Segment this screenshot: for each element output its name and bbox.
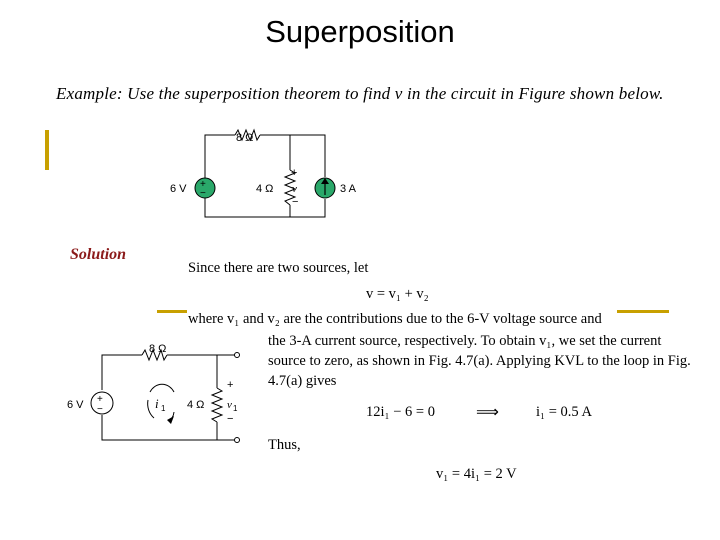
equation-i1: i₁ = 0.5 A [536,404,592,420]
c2-plus: + [227,379,234,391]
c1-plus: + [291,167,298,179]
text-line4: source to zero, as shown in Fig. 4.7(a). Applying KVL to the loop in Fig. [268,353,691,369]
c2-loop-current: i [155,396,159,411]
text-line1: Since there are two sources, let [188,260,369,276]
c2-r-mid-label: 4 Ω [187,399,205,411]
c1-v-label: v [292,183,297,195]
example-statement: Example: Use the superposition theorem to find v in the circuit in Figure shown below. [56,84,664,103]
c2-loop-sub: 1 [161,404,166,413]
page-title: Superposition [265,14,455,49]
circuit-diagram-main [160,125,380,225]
c2-v1: v [227,399,232,411]
c2-minus: − [227,413,234,425]
c1-r-mid-label: 4 Ω [256,183,274,195]
svg-text:+: + [200,179,206,190]
svg-text:−: − [97,404,103,415]
c1-minus: − [292,196,299,208]
c1-isource-label: 3 A [340,183,356,195]
svg-text:+: + [97,394,103,405]
circuit-diagram-fig47a [62,340,252,450]
c2-r-top-label: 8 Ω [149,343,167,355]
equation-sum: v = v₁ + v₂ [366,286,429,302]
c1-r-top-label: 8 Ω [236,132,254,144]
c2-v1-sub: 1 [233,404,238,413]
c2-vsource-label: 6 V [67,399,84,411]
text-line5: 4.7(a) gives [268,373,337,389]
text-line2: where v₁ and v₂ are the contributions due to the 6-V voltage source and [188,311,602,327]
equation-v1: v₁ = 4i₁ = 2 V [436,466,517,482]
text-line3: the 3-A current source, respectively. To obtain v₁, we set the current [268,333,662,349]
svg-text:−: − [200,188,206,199]
c1-vsource-label: 6 V [170,183,187,195]
accent-bar-left [45,130,49,170]
implies-arrow: ⟹ [476,404,499,421]
resistor-4ohm-a [212,388,222,422]
solution-label: Solution [70,246,127,263]
accent-bar-right [617,310,669,313]
equation-kvl: 12i₁ − 6 = 0 [366,404,435,420]
text-thus: Thus, [268,437,301,453]
accent-bar-mid [157,310,187,313]
